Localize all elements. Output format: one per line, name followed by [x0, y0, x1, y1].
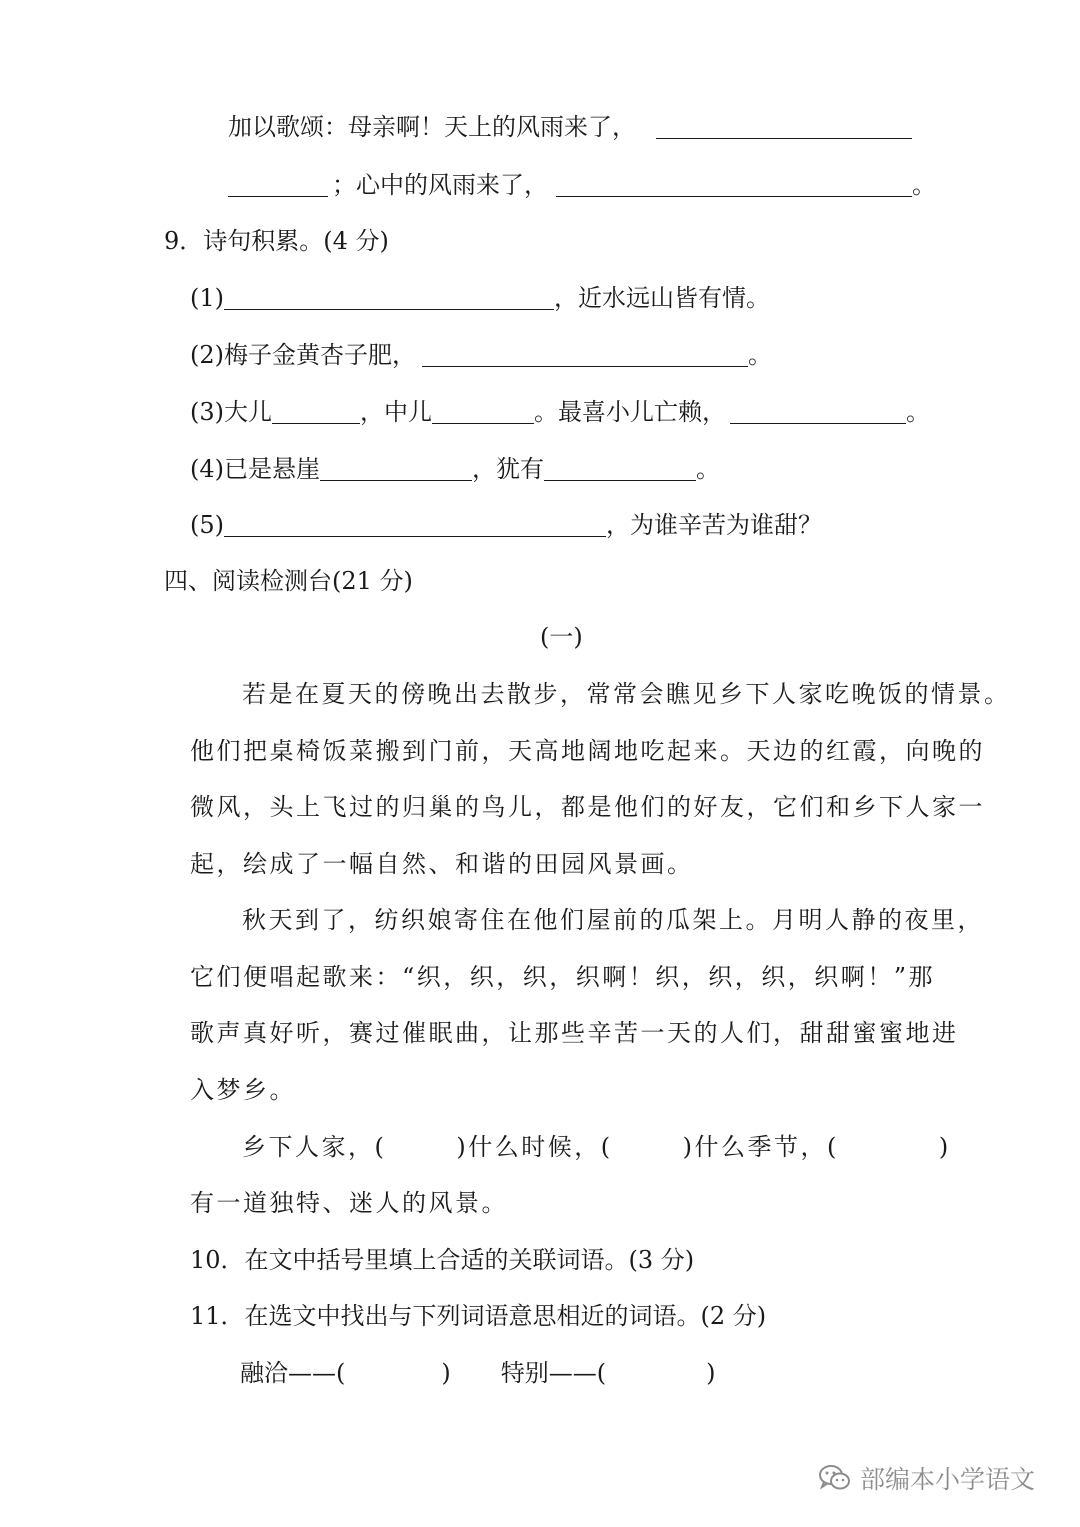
passage-line: 歌声真好听，赛过催眠曲，让那些辛苦一天的人们，甜甜蜜蜜地进 [190, 1019, 959, 1047]
q8-line-1: 加以歌颂：母亲啊！天上的风雨来了， [228, 112, 912, 142]
passage-title: (一) [540, 623, 583, 651]
watermark [818, 1458, 1035, 1498]
passage-line: 若是在夏天的傍晚出去散步，常常会瞧见乡下人家吃晚饭的情景。 [242, 680, 1011, 708]
q8-line-2: ；心中的风雨来了， 。 [228, 170, 936, 200]
passage-fill-line: 乡下人家，( )什么时候，( )什么季节，( ) [242, 1133, 951, 1161]
q10-text: 10．在文中括号里填上合适的关联词语。(3 分) [190, 1246, 695, 1274]
answer-blank[interactable] [224, 285, 554, 310]
q9-title: 9．诗句积累。(4 分) [164, 227, 389, 255]
passage-line: 入梦乡。 [190, 1076, 296, 1104]
answer-blank[interactable] [228, 172, 328, 197]
q11-text: 11．在选文中找出与下列词语意思相近的词语。(2 分) [190, 1302, 767, 1330]
answer-blank[interactable] [272, 399, 360, 424]
q9-item-1: (1) ，近水远山皆有情。 [190, 284, 770, 312]
watermark-text: 部编本小学语文 [860, 1465, 1036, 1494]
passage-line: 起，绘成了一幅自然、和谐的田园风景画。 [190, 850, 694, 878]
section-title: 四、阅读检测台(21 分) [164, 567, 413, 595]
q11-words: 融洽——( ) 特别——( ) [240, 1359, 716, 1387]
passage-line: 它们便唱起歌来：“织，织，织，织啊！织，织，织，织啊！”那 [190, 963, 936, 991]
answer-blank[interactable] [656, 114, 912, 139]
wechat-icon [818, 1463, 852, 1493]
q9-item-3: (3)大儿 ，中儿 。最喜小儿亡赖， 。 [190, 398, 930, 426]
answer-blank[interactable] [556, 172, 912, 197]
answer-blank[interactable] [432, 399, 534, 424]
q9-item-2: (2)梅子金黄杏子肥， 。 [190, 341, 772, 369]
q9-item-5: (5) ，为谁辛苦为谁甜？ [190, 511, 822, 539]
passage-line: 秋天到了，纺织娘寄住在他们屋前的瓜架上。月明人静的夜里， [242, 906, 984, 934]
passage-line: 微风，头上飞过的归巢的鸟儿，都是他们的好友，它们和乡下人家一 [190, 793, 985, 821]
q9-item-4: (4)已是悬崖 ，犹有 。 [190, 455, 720, 483]
answer-blank[interactable] [730, 399, 906, 424]
answer-blank[interactable] [422, 342, 748, 367]
answer-blank[interactable] [224, 512, 606, 537]
passage-line: 他们把桌椅饭菜搬到门前，天高地阔地吃起来。天边的红霞，向晚的 [190, 737, 985, 765]
passage-line: 有一道独特、迷人的风景。 [190, 1189, 508, 1217]
answer-blank[interactable] [544, 456, 696, 481]
answer-blank[interactable] [320, 456, 472, 481]
